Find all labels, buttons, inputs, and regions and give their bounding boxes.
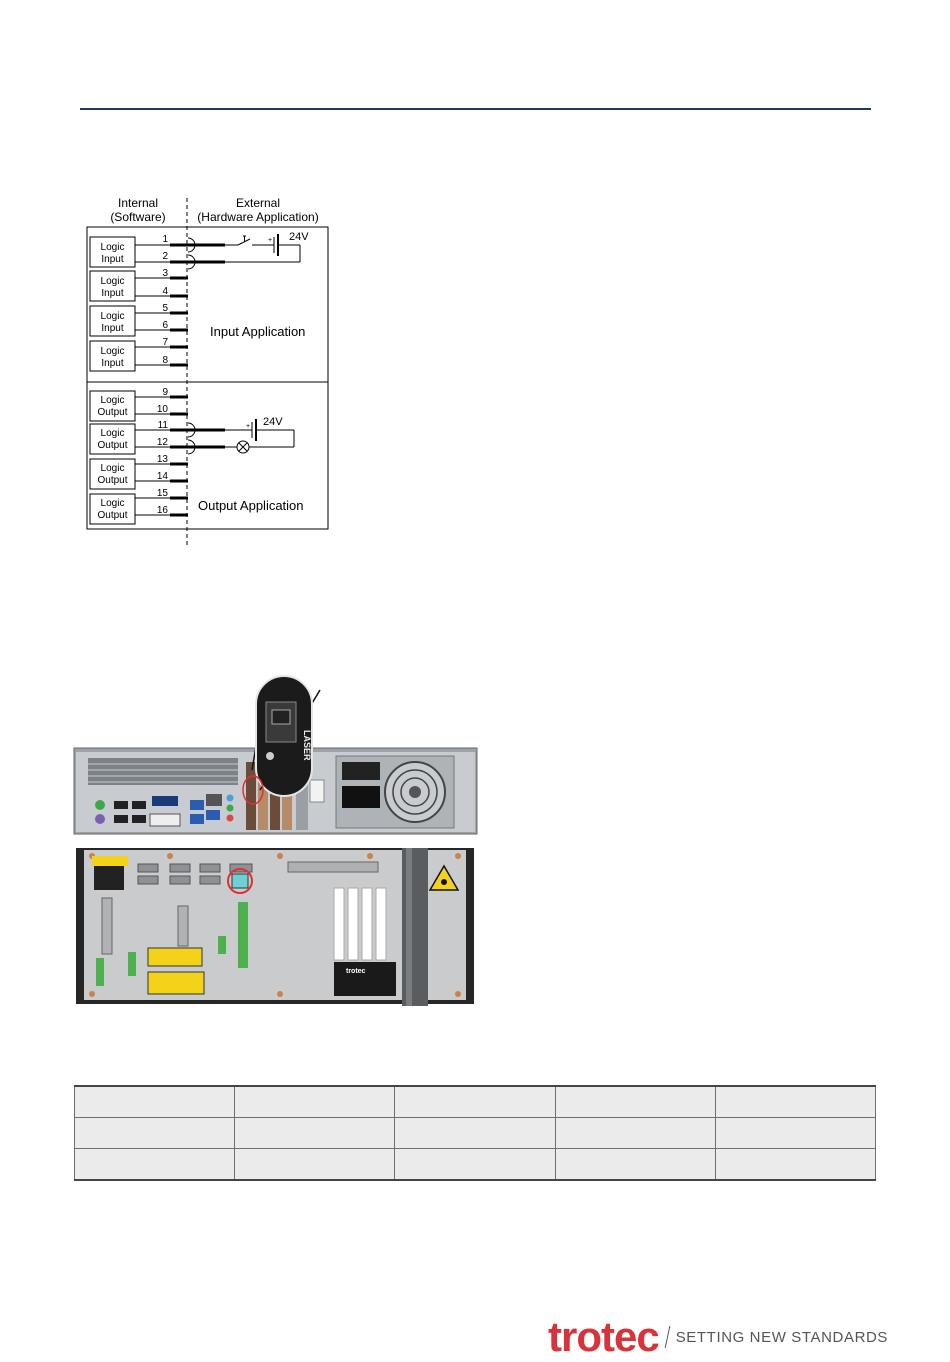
output-block-3-line1: Logic [100, 463, 125, 474]
output-block-1 [90, 391, 135, 421]
output-block-2 [90, 424, 135, 454]
table-row [75, 1118, 876, 1149]
table-cell [555, 1118, 715, 1149]
input-block-2-line1: Logic [100, 276, 125, 287]
table-cell [235, 1118, 395, 1149]
pin-number: 13 [156, 454, 168, 465]
output-block-2-line2: Output [97, 440, 128, 451]
header-external-line1: External [235, 196, 281, 210]
input-application-label: Input Application [210, 324, 306, 339]
io-wiring-diagram [80, 190, 340, 550]
table-cell [235, 1086, 395, 1118]
input-block-4 [90, 341, 135, 371]
input-block-2-line2: Input [101, 288, 124, 299]
output-block-1-line1: Logic [100, 395, 125, 406]
table-cell [715, 1086, 875, 1118]
brand-tagline: SETTING NEW STANDARDS [675, 1328, 889, 1346]
pin-number: 5 [162, 303, 168, 314]
output-block-2-line1: Logic [100, 428, 125, 439]
table-cell [715, 1118, 875, 1149]
input-block-3 [90, 306, 135, 336]
pin-number: 14 [156, 471, 168, 482]
header-internal-line2: (Software) [110, 210, 166, 224]
output-block-1-line2: Output [97, 407, 128, 418]
table-cell [555, 1149, 715, 1181]
output-block-4-line1: Logic [100, 498, 125, 509]
input-block-1-line2: Input [101, 254, 124, 265]
table-cell [395, 1118, 555, 1149]
input-block-4-line1: Logic [100, 346, 125, 357]
input-switch-circuit [188, 234, 300, 269]
table-cell [395, 1086, 555, 1118]
footer-branding [548, 1312, 888, 1362]
table-cell [235, 1149, 395, 1181]
brand-logo: trotec [548, 1313, 659, 1360]
output-voltage-label: 24V [263, 416, 283, 428]
output-block-4-line2: Output [97, 510, 128, 521]
input-block-3-line1: Logic [100, 311, 125, 322]
svg-text:+: + [246, 423, 251, 430]
pin-number: 6 [162, 320, 168, 331]
pin-number: 8 [162, 355, 168, 366]
output-application-label: Output Application [198, 498, 304, 513]
pin-number: 12 [156, 437, 168, 448]
spec-table [74, 1085, 876, 1181]
sticker-brand: trotec [346, 968, 366, 975]
pin-number: 4 [162, 286, 168, 297]
zoom-laser-label: LASER [302, 730, 312, 761]
header-internal-line1: Internal [117, 196, 159, 210]
controller-rear-photo [70, 670, 480, 1015]
header-external-line2: (Hardware Application) [197, 210, 319, 224]
pin-number: 9 [162, 387, 168, 398]
table-cell [75, 1149, 235, 1181]
input-block-1 [90, 237, 135, 267]
table-cell [395, 1149, 555, 1181]
table-cell [555, 1086, 715, 1118]
brand-separator [664, 1326, 670, 1348]
table-cell [715, 1149, 875, 1181]
output-block-4 [90, 494, 135, 524]
pin-number: 7 [162, 337, 168, 348]
input-block-3-line2: Input [101, 323, 124, 334]
output-block-3-line2: Output [97, 475, 128, 486]
pin-number: 3 [162, 268, 168, 279]
pin-number: 15 [156, 488, 168, 499]
input-block-1-line1: Logic [100, 242, 125, 253]
output-block-3 [90, 459, 135, 489]
table-row [75, 1149, 876, 1181]
pin-number: 11 [157, 420, 168, 431]
pin-number: 10 [156, 404, 168, 415]
pin-number: 16 [156, 505, 168, 516]
table-row [75, 1086, 876, 1118]
input-block-4-line2: Input [101, 358, 124, 369]
table-cell [75, 1118, 235, 1149]
pin-number: 1 [162, 234, 168, 245]
svg-text:+: + [268, 237, 273, 244]
controller-panel [76, 848, 474, 1006]
input-block-2 [90, 271, 135, 301]
table-cell [75, 1086, 235, 1118]
pin-number: 2 [162, 251, 168, 262]
input-voltage-label: 24V [289, 231, 309, 243]
header-rule [80, 108, 871, 110]
